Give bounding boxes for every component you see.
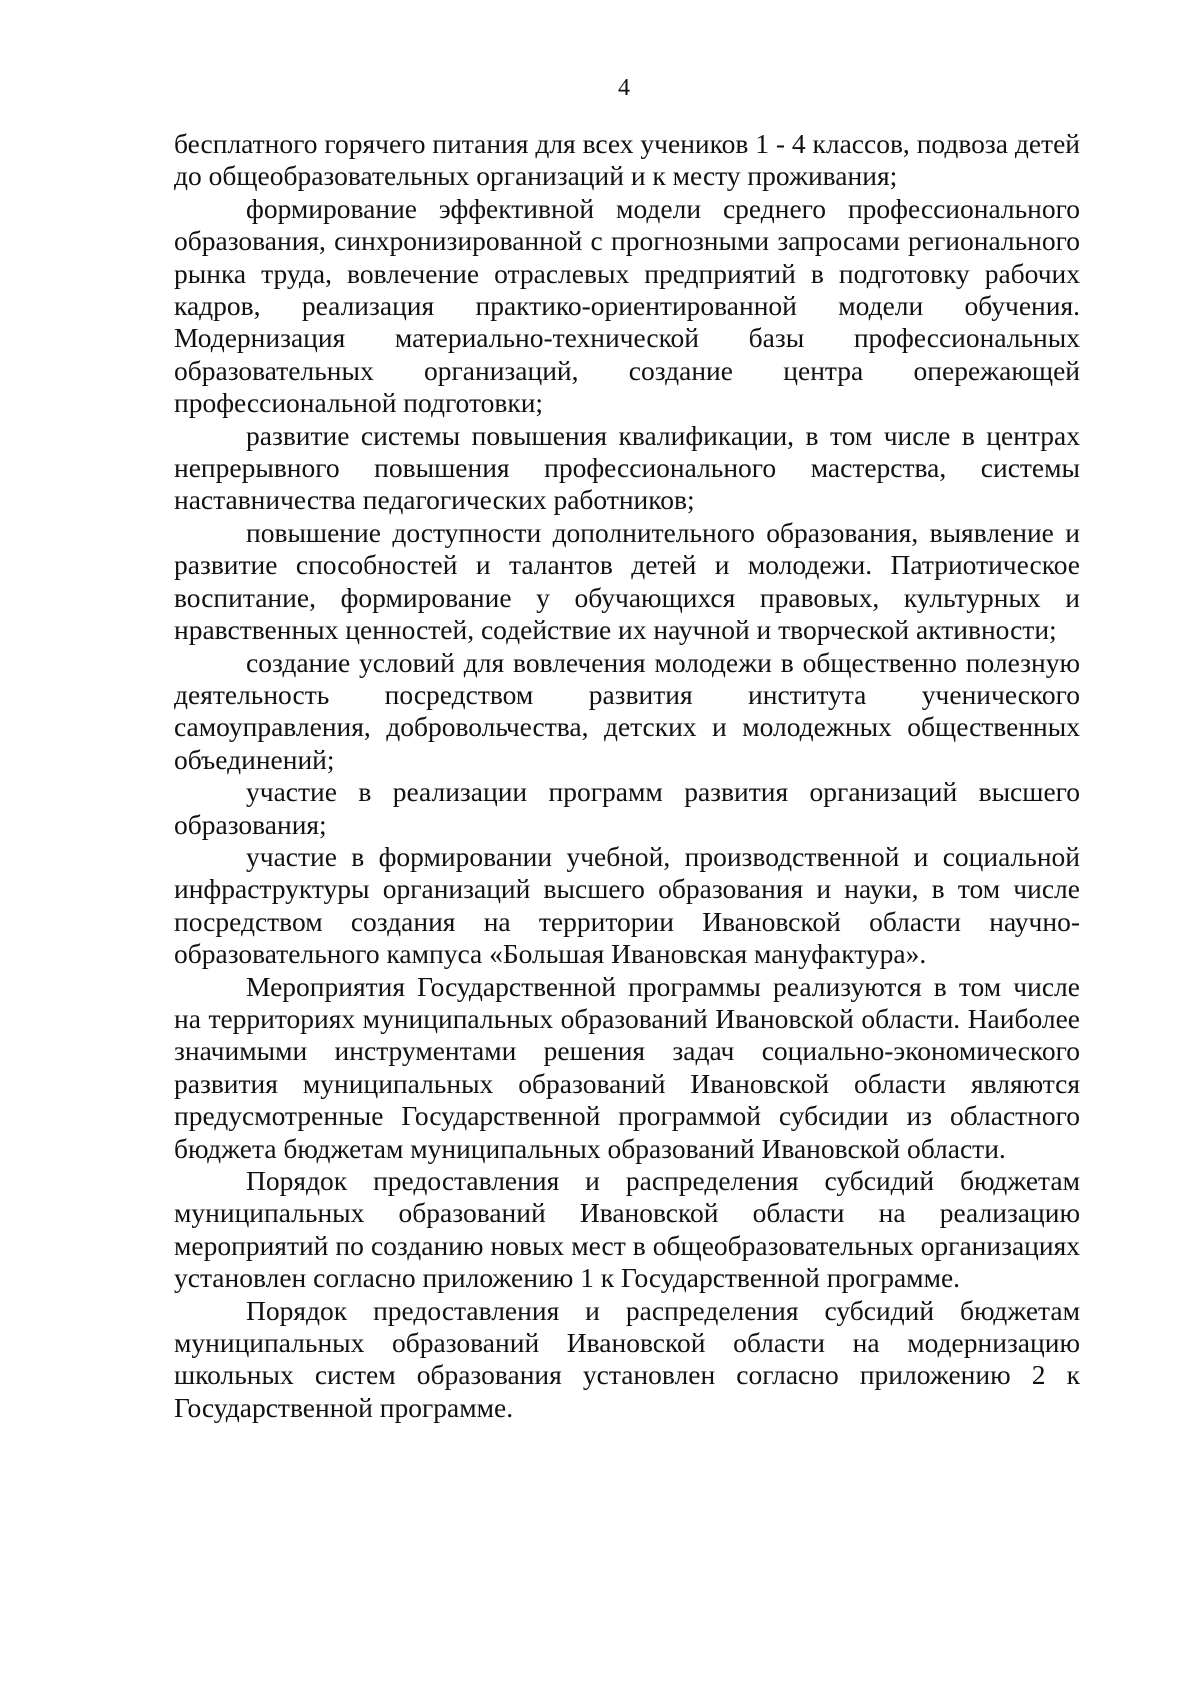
paragraph-infrastructure: участие в формировании учебной, производственной и социальной инфраструктуры организаций высшего образования и науки, в том числе посредством создания на территории Ивановской области научно-образовательного кампуса «Большая Ивановская мануфактура». [174,840,1080,970]
paragraph-subsidy-procedure-1: Порядок предоставления и распределения субсидий бюджетам муниципальных образований Ивановской области на реализацию мероприятий по созданию новых мест в общеобразовательных организациях установлен согласно приложению 1 к Государственной программе. [174,1165,1080,1294]
paragraph-municipal-measures: Мероприятия Государственной программы реализуются в том числе на территориях муниципальных образований Ивановской области. Наиболее значимыми инструментами решения задач социально-экономического развития муниципальных образований Ивановской области являются предусмотренные Государственной программой субсидии из областного бюджета бюджетам муниципальных образований Ивановской области. [174,970,1080,1164]
document-body [174,128,1080,1424]
paragraph-vocational-education: формирование эффективной модели среднего профессионального образования, синхронизированной с прогнозными запросами регионального рынка труда, вовлечение отраслевых предприятий в подготовку рабочих кадров, реализация практико-ориентированной модели обучения. Модернизация материально-технической базы профессиональных образовательных организаций, создание центра опережающей профессиональной подготовки; [174,192,1080,419]
paragraph-qualification-system: развитие системы повышения квалификации, в том числе в центрах непрерывного повышения профессионального мастерства, системы наставничества педагогических работников; [174,419,1080,516]
paragraph-subsidy-procedure-2: Порядок предоставления и распределения субсидий бюджетам муниципальных образований Ивановской области на модернизацию школьных систем образования установлен согласно приложению 2 к Государственной программе. [174,1294,1080,1423]
paragraph-continuation: бесплатного горячего питания для всех учеников 1 - 4 классов, подвоза детей до общеобразовательных организаций и к месту проживания; [174,128,1080,192]
paragraph-higher-education-programs: участие в реализации программ развития организаций высшего образования; [174,776,1080,840]
page-number: 4 [618,75,630,101]
paragraph-youth-involvement: создание условий для вовлечения молодежи в общественно полезную деятельность посредством развития института ученического самоуправления, добровольчества, детских и молодежных общественных объединений; [174,646,1080,775]
paragraph-additional-education: повышение доступности дополнительного образования, выявление и развитие способностей и талантов детей и молодежи. Патриотическое воспитание, формирование у обучающихся правовых, культурных и нравственных ценностей, содействие их научной и творческой активности; [174,516,1080,646]
